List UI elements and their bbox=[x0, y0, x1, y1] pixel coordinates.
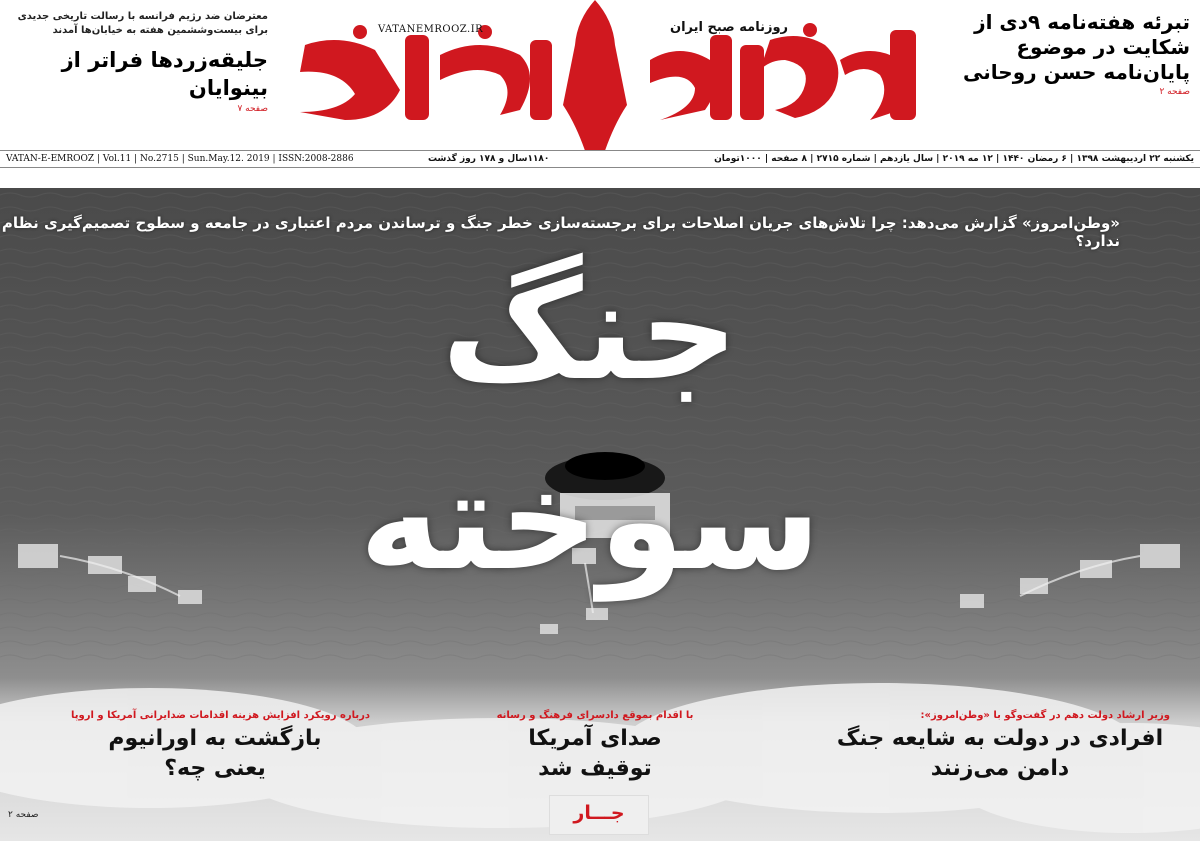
story-middle-kicker: با اقدام بموقع دادسرای فرهنگ و رسانه bbox=[496, 710, 694, 721]
right-teaser-story[interactable] bbox=[950, 10, 1190, 97]
story-middle-title-line2[interactable]: توقیف شد bbox=[538, 756, 652, 781]
logo-slogan: روزنامه صبح ایران bbox=[670, 20, 789, 35]
story-column-middle[interactable] bbox=[470, 708, 720, 784]
story-left-title-line2[interactable]: یعنی چه؟ bbox=[164, 756, 266, 781]
masthead bbox=[0, 0, 1200, 164]
logo-emblem-icon bbox=[270, 0, 950, 150]
hero-headline[interactable]: جنگ سوخته bbox=[359, 250, 821, 601]
issue-info-persian: یکشنبه ۲۲ اردیبهشت ۱۳۹۸ | ۶ رمضان ۱۴۴۰ | ۱۲ مه ۲۰۱۹ | سال یازدهم | شماره ۲۷۱۵ | ۸ صفحه | ۱۰۰۰تومان bbox=[714, 154, 1194, 164]
left-teaser-kicker: معترضان ضد رژیم فرانسه با رسالت تاریخی جدیدی برای بیست‌وششمین هفته به خیابان‌ها آمدند bbox=[17, 11, 268, 36]
right-teaser-page-ref: صفحه ۲ bbox=[1159, 87, 1190, 97]
story-middle-title-line1[interactable]: صدای آمریکا bbox=[528, 726, 662, 751]
left-teaser-story[interactable] bbox=[6, 10, 268, 114]
story-right-title-line2[interactable]: دامن می‌زنند bbox=[930, 756, 1070, 781]
jaar-section-badge[interactable] bbox=[549, 795, 649, 835]
story-right-kicker: وزیر ارشاد دولت دهم در گفت‌وگو با «وطن‌امروز»: bbox=[920, 710, 1170, 721]
date-strip bbox=[0, 150, 1200, 168]
story-left-page-ref: صفحه ۲ bbox=[8, 810, 39, 820]
left-teaser-title[interactable]: جلیقه‌زردها فراتر از بینوایان bbox=[61, 48, 268, 100]
story-right-title-line1[interactable]: افرادی در دولت به شایعه جنگ bbox=[836, 726, 1164, 751]
story-column-left[interactable] bbox=[60, 708, 370, 784]
jaar-badge-label: جـــار bbox=[573, 802, 625, 824]
logo-website-url[interactable]: VATANEMROOZ.IR bbox=[378, 24, 484, 35]
right-teaser-title[interactable]: تبرئه هفته‌نامه ۹دی از شکایت در موضوع پایان‌نامه حسن روحانی bbox=[963, 10, 1190, 84]
newspaper-logo[interactable] bbox=[270, 0, 950, 150]
issue-info-latin: VATAN-E-EMROOZ | Vol.11 | No.2715 | Sun.May.12. 2019 | ISSN:2008-2886 bbox=[6, 154, 354, 164]
story-left-title-line1[interactable]: بازگشت به اورانیوم bbox=[108, 726, 322, 751]
story-left-kicker: درباره رویکرد افزایش هزینه اقدامات ضدایرانی آمریکا و اروپا bbox=[71, 710, 370, 721]
days-counter: ۱۱۸۰سال و ۱۷۸ روز گذشت bbox=[428, 154, 550, 164]
left-teaser-page-ref: صفحه ۷ bbox=[237, 104, 268, 114]
story-column-right[interactable] bbox=[830, 708, 1170, 784]
hero-kicker: «وطن‌امروز» گزارش می‌دهد: چرا تلاش‌های جریان اصلاحات برای برجسته‌سازی خطر جنگ و ترساندن مردم اعتباری در جامعه و سطوح تصمیم‌گیری نظام ندارد؟ bbox=[1, 214, 1120, 250]
